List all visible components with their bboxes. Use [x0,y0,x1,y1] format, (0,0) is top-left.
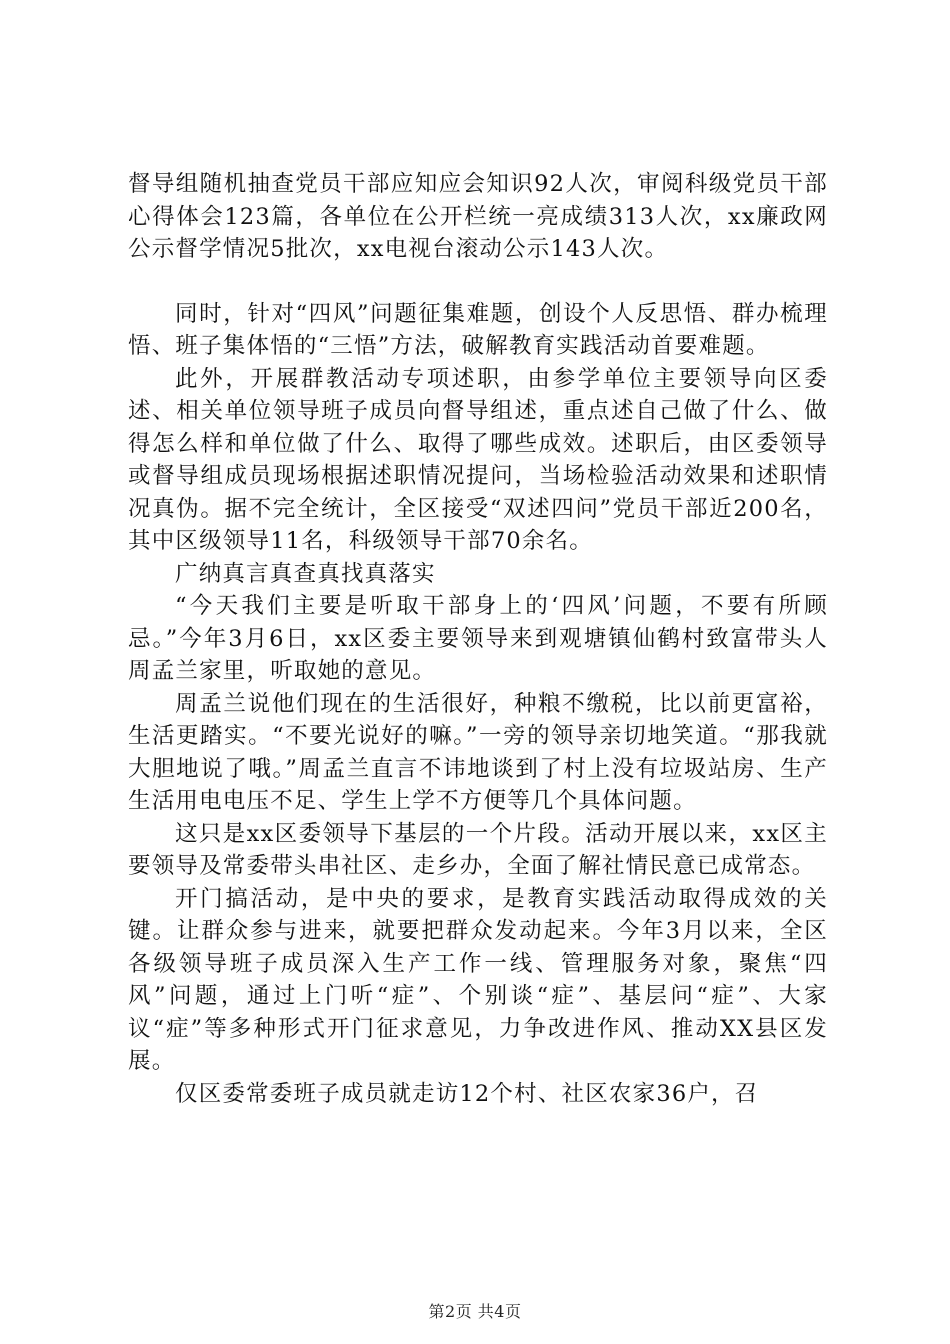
paragraph-zhou-menglan: 周孟兰说他们现在的生活很好，种粮不缴税，比以前更富裕，生活更踏实。“不要光说好的嘛。”一旁的领导亲切地笑道。“那我就大胆地说了哦。”周孟兰直言不讳地谈到了村上没有垃圾站房、生产生活用电电压不足、学生上学不方便等几个具体问题。 [128,690,828,814]
paragraph-leaders-grassroots: 这只是xx区委领导下基层的一个片段。活动开展以来，xx区主要领导及常委带头串社区、走乡办，全面了解社情民意已成常态。 [128,820,828,879]
paragraph-standing-committee-visits: 仅区委常委班子成员就走访12个村、社区农家36户，召 [175,1080,759,1107]
page-number-footer: 第2页 共4页 [428,1302,522,1321]
paragraph-open-door-activity: 开门搞活动，是中央的要求，是教育实践活动取得成效的关键。让群众参与进来，就要把群众发动起来。今年3月以来，全区各级领导班子成员深入生产工作一线、管理服务对象，聚焦“四风”问题，通过上门听“症”、个别谈“症”、基层问“症”、大家议“症”等多种形式开门征求意见，力争改进作风、推动XX县区发展。 [128,885,828,1074]
paragraph-supervision-stats: 督导组随机抽查党员干部应知应会知识92人次，审阅科级党员干部心得体会123篇，各单位在公开栏统一亮成绩313人次，xx廉政网公示督学情况5批次，xx电视台滚动公示143人次。 [128,171,828,262]
paragraph-special-report: 此外，开展群教活动专项述职，由参学单位主要领导向区委述、相关单位领导班子成员向督导组述，重点述自己做了什么、做得怎么样和单位做了什么、取得了哪些成效。述职后，由区委领导或督导组成员现场根据述职情况提问，当场检验活动效果和述职情况真伪。据不完全统计，全区接受“双述四问”党员干部近200名，其中区级领导11名，科级领导干部70余名。 [128,365,828,554]
paragraph-quote-opening: “今天我们主要是听取干部身上的‘四风’问题，不要有所顾忌。”今年3月6日，xx区委主要领导来到观塘镇仙鹤村致富带头人周孟兰家里，听取她的意见。 [128,593,828,684]
section-heading: 广纳真言真查真找真落实 [175,560,436,587]
document-body [128,168,828,1110]
paragraph-three-wu-method: 同时，针对“四风”问题征集难题，创设个人反思悟、群办梳理悟、班子集体悟的“三悟”方法，破解教育实践活动首要难题。 [128,300,828,359]
